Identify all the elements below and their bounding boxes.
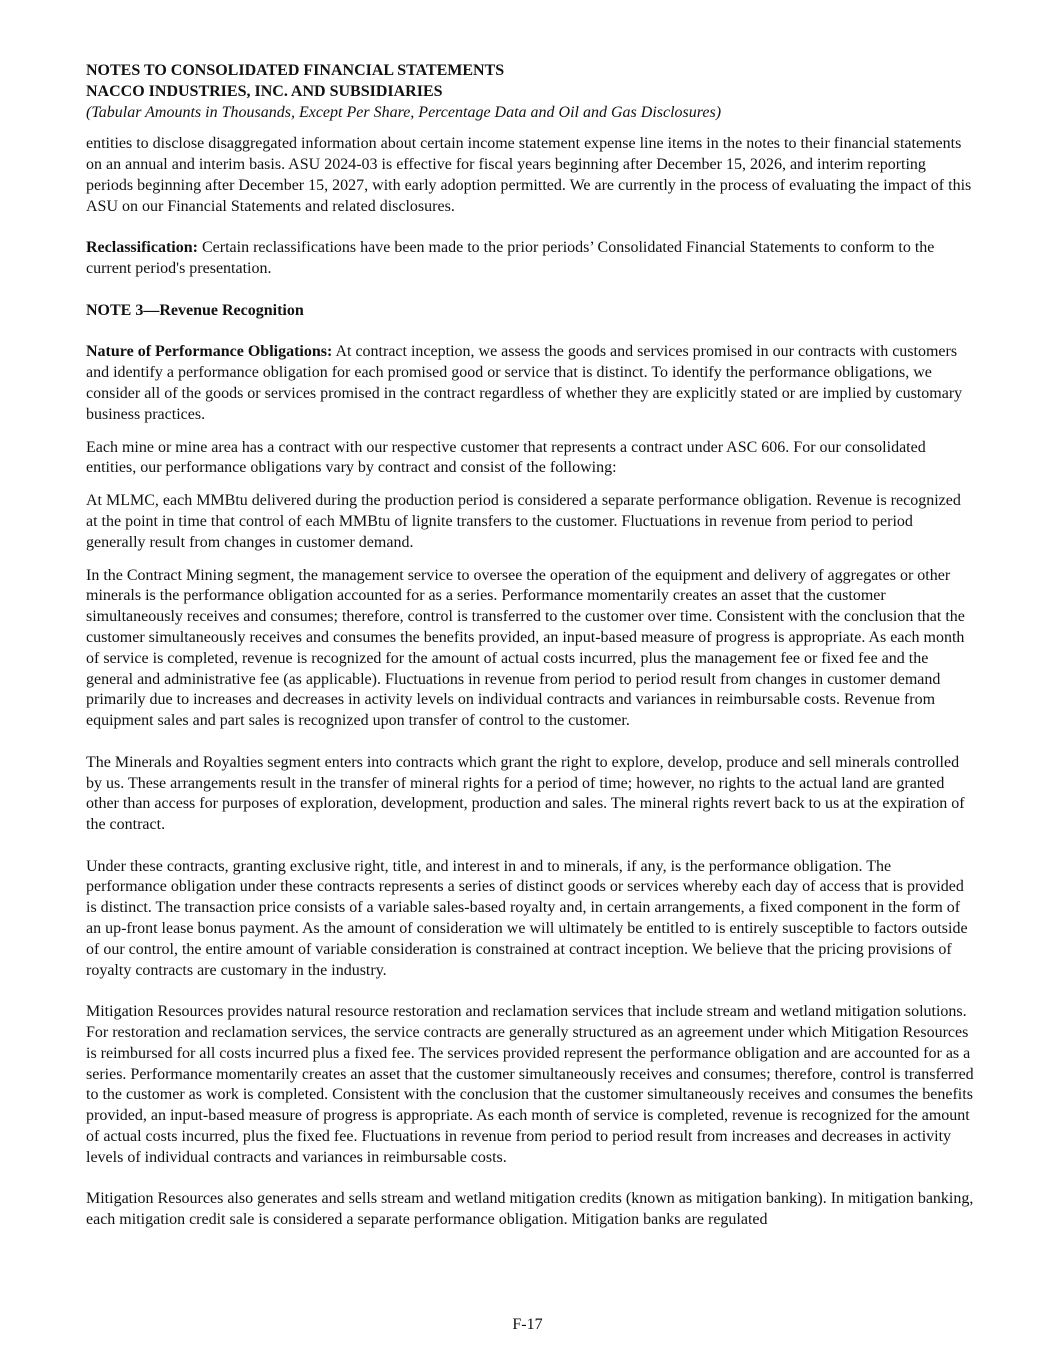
paragraph-under-contracts: Under these contracts, granting exclusive right, title, and interest in and to minerals, if any, is the performance obligation. The performance obligation under these contracts represents a series of distinct goods or services whereby each day of access that is provided is distinct. The transaction price consists of a variable sales-based royalty and, in certain arrangements, a fixed component in the form of an up-front lease bonus payment. As the amount of consideration we will ultimately be entitled to is entirely susceptible to factors outside of our control, the entire amount of variable consideration is constrained at contract inception. We believe that the pricing provisions of royalty contracts are customary in the industry. [86, 857, 968, 979]
paragraph-asu: entities to disclose disaggregated information about certain income statement expense line items in the notes to their financial statements on an annual and interim basis. ASU 2024-03 is effective for fiscal years beginning after December 15, 2026, and interim reporting periods beginning after December 15, 2027, with early adoption permitted. We are currently in the process of evaluating the impact of this ASU on our Financial Statements and related disclosures. [86, 135, 972, 215]
paragraph-reclassification [86, 238, 974, 280]
paragraph-contract-mining: In the Contract Mining segment, the management service to oversee the operation of the equipment and delivery of aggregates or other minerals is the performance obligation accounted for as a series. Performance momentarily creates an asset that the customer simultaneously receives and consumes; therefore, control is transferred to the customer over time. Consistent with the conclusion that the customer simultaneously receives and consumes the benefits provided, an input-based measure of progress is appropriate. As each month of service is completed, revenue is recognized for the amount of actual costs incurred, plus the management fee or fixed fee and the general and administrative fee (as applicable). Fluctuations in revenue from period to period result from changes in customer demand primarily due to increases and decreases in activity levels on individual contracts and variances in reimbursable costs. Revenue from equipment sales and part sales is recognized upon transfer of control to the customer. [86, 566, 965, 730]
paragraph-mitigation-banking: Mitigation Resources also generates and sells stream and wetland mitigation credits (known as mitigation banking). In mitigation banking, each mitigation credit sale is considered a separate performance obligation. Mitigation banks are regulated [86, 1190, 974, 1229]
page-number: F-17 [512, 1316, 543, 1333]
paragraph-nature [86, 342, 974, 425]
header-company: NACCO INDUSTRIES, INC. AND SUBSIDIARIES [86, 82, 443, 100]
nature-label: Nature of Performance Obligations: [86, 343, 333, 361]
header-subtitle: (Tabular Amounts in Thousands, Except Per Share, Percentage Data and Oil and Gas Disclosures) [86, 103, 722, 121]
paragraph-each-mine: Each mine or mine area has a contract with our respective customer that represents a contract under ASC 606. For our consolidated entities, our performance obligations vary by contract and consist of the following: [86, 438, 926, 477]
paragraph-minerals: The Minerals and Royalties segment enters into contracts which grant the right to explore, develop, produce and sell minerals controlled by us. These arrangements result in the transfer of mineral rights for a period of time; however, no rights to the actual land are granted other than access for purposes of exploration, development, production and sales. The mineral rights revert back to us at the expiration of the contract. [86, 753, 965, 834]
paragraph-mitigation: Mitigation Resources provides natural resource restoration and reclamation services that include stream and wetland mitigation solutions. For restoration and reclamation services, the service contracts are generally structured as an agreement under which Mitigation Resources is reimbursed for all costs incurred plus a fixed fee. The services provided represent the performance obligation and are accounted for as a series. Performance momentarily creates an asset that the customer simultaneously receives and consumes; therefore, control is transferred to the customer as work is completed. Consistent with the conclusion that the customer simultaneously receives and consumes the benefits provided, an input-based measure of progress is appropriate. As each month of service is completed, revenue is recognized for the amount of actual costs incurred, plus the fixed fee. Fluctuations in revenue from period to period result from increases and decreases in activity levels of individual contracts and variances in reimbursable costs. [86, 1003, 974, 1166]
reclassification-text: Certain reclassifications have been made to the prior periods’ Consolidated Financial Statements to conform to the current period's presentation. [86, 239, 935, 278]
paragraph-mlmc: At MLMC, each MMBtu delivered during the production period is considered a separate performance obligation. Revenue is recognized at the point in time that control of each MMBtu of lignite transfers to the customer. Fluctuations in revenue from period to period generally result from changes in customer demand. [86, 492, 961, 551]
reclassification-label: Reclassification: [86, 239, 198, 257]
note3-heading: NOTE 3—Revenue Recognition [86, 301, 304, 319]
header-title: NOTES TO CONSOLIDATED FINANCIAL STATEMENTS [86, 62, 505, 79]
document-page [86, 61, 974, 1231]
nature-text: At contract inception, we assess the goods and services promised in our contracts with customers and identify a performance obligation for each promised good or service that is distinct. To identify the performance obligations, we consider all of the goods or services promised in the contract regardless of whether they are explicitly stated or are implied by customary business practices. [86, 343, 963, 423]
